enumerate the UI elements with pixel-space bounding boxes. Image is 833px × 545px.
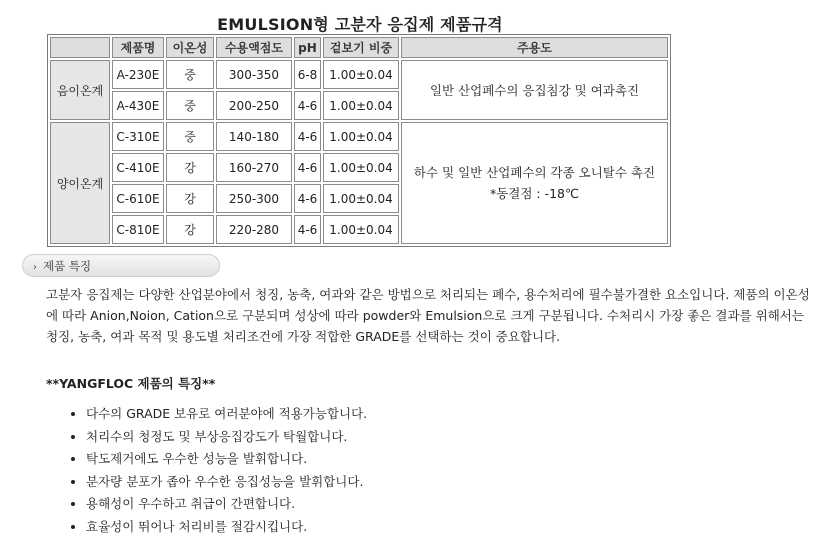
gravity-cell: 1.00±0.04 — [323, 60, 399, 89]
list-item: • 처리수의 청정도 및 부상응집강도가 탁월합니다. — [86, 426, 786, 449]
intro-paragraph: 고분자 응집제는 다양한 산업분야에서 청징, 농축, 여과와 같은 방법으로 처리되는 폐수, 용수처리에 필수불가결한 요소입니다. 제품의 이온성에 따라 Anion,Noion, Cation으로 구분되며 성상에 따라 powder와 Emulsion으로 크게 구분됩니다. 수처리시 가장 좋은 결과를 위해서는 청징, 농축, 여과 목적 및 용도별 처리조건에 가장 적합한 GRADE를 선택하는 것이 중요합니다. — [46, 287, 810, 344]
ph-cell: 6-8 — [294, 60, 321, 89]
gravity-cell: 1.00±0.04 — [323, 122, 399, 151]
product-cell: C-610E — [112, 184, 164, 213]
section-tab-features[interactable] — [22, 254, 220, 277]
viscosity-cell: 300-350 — [216, 60, 292, 89]
product-cell: C-410E — [112, 153, 164, 182]
viscosity-cell: 250-300 — [216, 184, 292, 213]
ph-cell: 4-6 — [294, 91, 321, 120]
ph-cell: 4-6 — [294, 122, 321, 151]
product-cell: C-810E — [112, 215, 164, 244]
ph-cell: 4-6 — [294, 215, 321, 244]
product-cell: C-310E — [112, 122, 164, 151]
gravity-cell: 1.00±0.04 — [323, 91, 399, 120]
group-cell-cationic: 양이온계 — [50, 122, 110, 244]
header-cell-use: 주용도 — [401, 37, 668, 58]
ionic-cell: 강 — [166, 153, 214, 182]
section-tab-label: 제품 특징 — [43, 259, 92, 273]
ph-cell: 4-6 — [294, 153, 321, 182]
ionic-cell: 강 — [166, 215, 214, 244]
header-cell-gravity: 겉보기 비중 — [323, 37, 399, 58]
table-row — [50, 60, 668, 89]
viscosity-cell: 200-250 — [216, 91, 292, 120]
gravity-cell: 1.00±0.04 — [323, 184, 399, 213]
use-line-note: *동결점 : -18℃ — [489, 186, 580, 201]
viscosity-cell: 220-280 — [216, 215, 292, 244]
use-line: 하수 및 일반 산업폐수의 각종 오니탈수 촉진 — [413, 165, 656, 180]
page-title: EMULSION형 고분자 응집제 제품규격 — [217, 15, 503, 34]
features-list — [46, 403, 786, 538]
ionic-cell: 중 — [166, 91, 214, 120]
list-item: • 다수의 GRADE 보유로 여러분야에 적용가능합니다. — [86, 403, 786, 426]
product-cell: A-230E — [112, 60, 164, 89]
header-cell-ionic: 이온성 — [166, 37, 214, 58]
ionic-cell: 중 — [166, 122, 214, 151]
ph-cell: 4-6 — [294, 184, 321, 213]
ionic-cell: 강 — [166, 184, 214, 213]
ionic-cell: 중 — [166, 60, 214, 89]
features-title: **YANGFLOC 제품의 특징** — [46, 376, 216, 391]
use-cell-anionic — [401, 60, 668, 120]
list-item: • 분자량 분포가 좁아 우수한 응집성능을 발휘합니다. — [86, 471, 786, 494]
group-cell-anionic: 음이온계 — [50, 60, 110, 120]
product-cell: A-430E — [112, 91, 164, 120]
list-item: • 용해성이 우수하고 취급이 간편합니다. — [86, 493, 786, 516]
viscosity-cell: 140-180 — [216, 122, 292, 151]
product-spec-table — [47, 34, 671, 247]
list-item: • 효율성이 뛰어나 처리비를 절감시킵니다. — [86, 516, 786, 539]
table-header-row — [50, 37, 668, 58]
header-cell-viscosity: 수용액점도 — [216, 37, 292, 58]
chevron-right-icon: › — [33, 262, 37, 273]
gravity-cell: 1.00±0.04 — [323, 153, 399, 182]
viscosity-cell: 160-270 — [216, 153, 292, 182]
use-cell-cationic — [401, 122, 668, 244]
header-cell-blank — [50, 37, 110, 58]
list-item: • 탁도제거에도 우수한 성능을 발휘합니다. — [86, 448, 786, 471]
use-line: 일반 산업폐수의 응집침강 및 여과촉진 — [429, 82, 640, 98]
table-row — [50, 122, 668, 151]
gravity-cell: 1.00±0.04 — [323, 215, 399, 244]
header-cell-product: 제품명 — [112, 37, 164, 58]
header-cell-ph: pH — [294, 37, 321, 58]
